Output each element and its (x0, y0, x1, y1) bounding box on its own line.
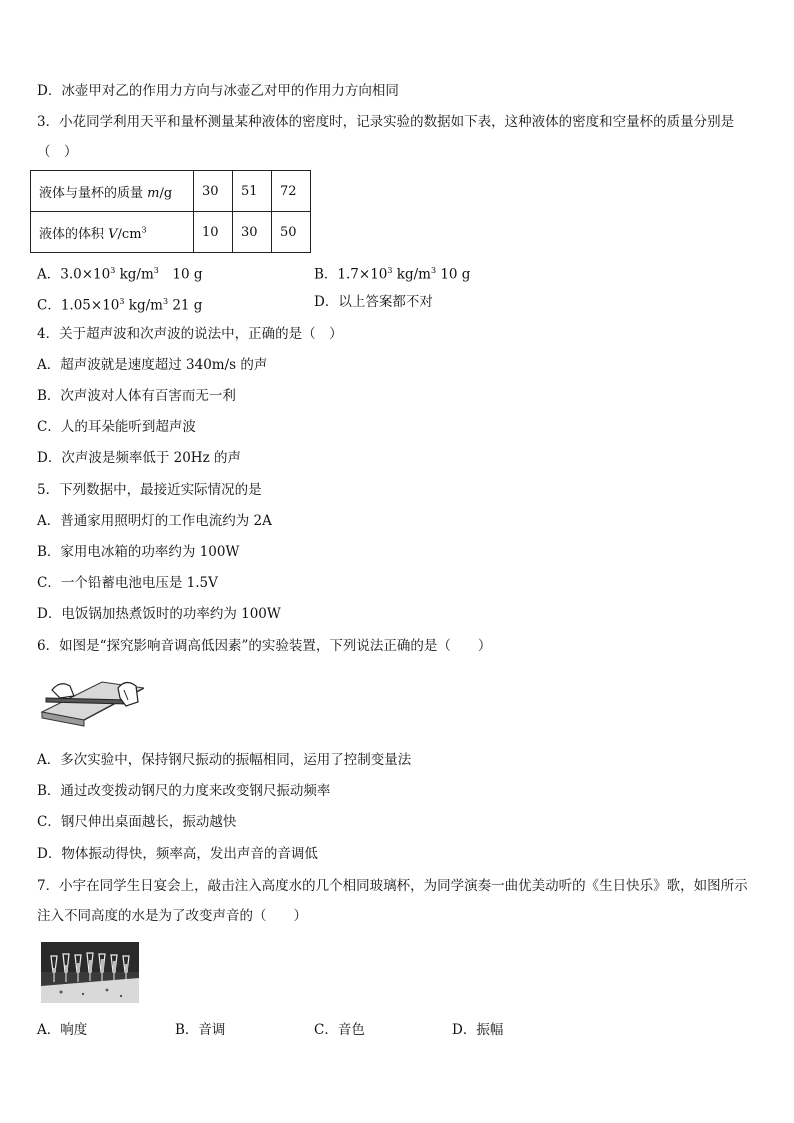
table-cell: 10 (194, 212, 233, 253)
q7-option-d: D．振幅 (452, 1022, 504, 1038)
q4-option-d: D．次声波是频率低于 20Hz 的声 (37, 450, 241, 466)
q3-a-mass: 10 g (158, 266, 203, 283)
q3-b-exp2: 3 (430, 266, 437, 275)
q6-option-c: C．钢尺伸出桌面越长，振动越快 (37, 814, 237, 830)
q7-option-c: C．音色 (314, 1022, 365, 1038)
q3-c-unit: kg/m (124, 297, 163, 314)
q3-option-c (37, 293, 202, 315)
q3-b-unit: kg/m (392, 266, 431, 283)
q5-option-d: D．电饭锅加热煮饭时的功率约为 100W (37, 606, 281, 622)
q3-data-table (30, 170, 311, 253)
q4-stem: 4．关于超声波和次声波的说法中，正确的是（ ） (37, 326, 343, 342)
volume-variable: V (108, 226, 118, 242)
q6-stem: 6．如图是“探究影响音调高低因素”的实验装置，下列说法正确的是（ ） (37, 638, 492, 654)
q7-stem: 7．小宇在同学生日宴会上，敲击注入高度水的几个相同玻璃杯，为同学演奏一曲优美动听的《生日快乐》歌，如图所示注入不同高度的水是为了改变声音的（ ） (37, 878, 748, 924)
mass-variable: m (147, 185, 160, 201)
volume-unit-exponent: 3 (141, 225, 147, 235)
ruler-experiment-figure (40, 668, 144, 734)
q6-option-d: D．物体振动得快，频率高，发出声音的音调低 (37, 846, 318, 862)
q3-option-d: D．以上答案都不对 (314, 294, 433, 310)
water-level (77, 963, 80, 972)
table-cell-volume-label (31, 212, 194, 253)
q3-a-unit: kg/m (115, 266, 154, 283)
mass-label-text: 液体与量杯的质量 (39, 185, 148, 201)
q3-option-b (314, 262, 470, 284)
water-level (125, 964, 128, 972)
q3-stem: 3．小花同学利用天平和量杯测量某种液体的密度时，记录实验的数据如下表，这种液体的密度和空量杯的质量分别是（ ） (37, 114, 735, 160)
q6-option-a: A．多次实验中，保持钢尺振动的振幅相同，运用了控制变量法 (37, 752, 412, 768)
table-cell: 72 (272, 171, 311, 212)
q4-option-b: B．次声波对人体有百害而无一利 (37, 388, 236, 404)
q3-option-a (37, 262, 203, 284)
water-level (65, 965, 68, 972)
table-cell: 30 (233, 212, 272, 253)
spot (120, 995, 122, 997)
table-row-mass (31, 171, 311, 212)
left-hand-icon (52, 684, 74, 698)
q6-option-b: B．通过改变拨动钢尺的力度来改变钢尺振动频率 (37, 783, 331, 799)
q3-b-exp: 3 (387, 266, 393, 275)
q3-b-text: B．1.7×10 (314, 266, 388, 283)
q3-a-exp: 3 (110, 266, 116, 275)
q3-c-text: C．1.05×10 (37, 297, 120, 314)
q5-option-c: C．一个铅蓄电池电压是 1.5V (37, 575, 218, 591)
q3-b-mass: 10 g (436, 266, 471, 283)
q7-option-b: B．音调 (175, 1022, 226, 1038)
water-level (101, 959, 104, 972)
spot (60, 991, 63, 994)
table-cell: 50 (272, 212, 311, 253)
q3-c-exp2: 3 (162, 297, 169, 306)
table-row-volume (31, 212, 311, 253)
table-cell: 51 (233, 171, 272, 212)
q2-option-d: D．冰壶甲对乙的作用力方向与冰壶乙对甲的作用力方向相同 (37, 83, 399, 99)
table-cell-mass-label (31, 171, 194, 212)
water-level (53, 968, 56, 972)
volume-label-text: 液体的体积 (39, 226, 109, 242)
spot (106, 989, 109, 992)
table-cell: 30 (194, 171, 233, 212)
q5-option-b: B．家用电冰箱的功率约为 100W (37, 544, 240, 560)
spot (82, 993, 84, 995)
water-level (113, 961, 116, 972)
q5-option-a: A．普通家用照明灯的工作电流约为 2A (37, 513, 272, 529)
volume-unit: /cm (117, 226, 142, 242)
water-level (89, 960, 92, 972)
mass-unit: /g (159, 185, 173, 201)
q4-option-a: A．超声波就是速度超过 340m/s 的声 (37, 357, 268, 373)
q7-option-a: A．响度 (37, 1022, 88, 1038)
q5-stem: 5．下列数据中，最接近实际情况的是 (37, 482, 262, 498)
q3-a-exp2: 3 (153, 266, 159, 275)
q4-option-c: C．人的耳朵能听到超声波 (37, 419, 196, 435)
q3-a-text: A．3.0×10 (37, 266, 111, 283)
q3-c-exp: 3 (119, 297, 125, 306)
glasses-photo-figure (41, 942, 139, 1003)
q3-c-mass: 21 g (168, 297, 203, 314)
